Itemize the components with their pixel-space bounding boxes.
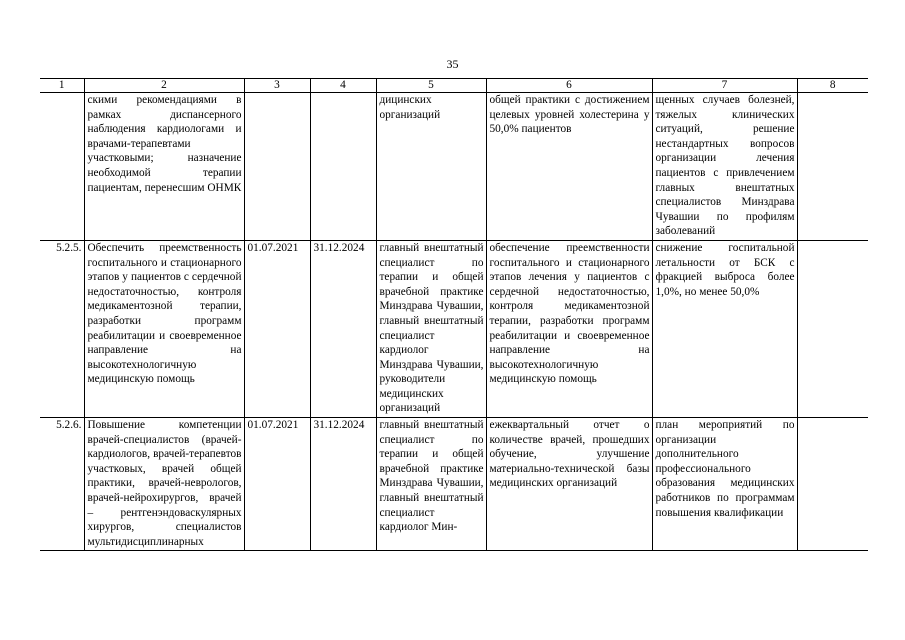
page-number: 35 [446, 57, 459, 71]
row-number: 5.2.5. [40, 240, 84, 417]
measure-cell: скими рекомендациями в рамках диспансерного наблюдения кардиологами и врачами-терапевтами участковыми; назначение необходимой терапии пациентам, перенесшим ОНМК [84, 93, 244, 241]
indicator-cell: план мероприятий по организации дополнительного профессионального образования медицинских работников по программам повышения квалификации [652, 418, 797, 551]
responsible-cell: главный внештатный специалист по терапии и общей врачебной практике Минздрава Чувашии, главный внештатный специалист кардиолог Минздрава Чувашии, руководители медицинских организаций [376, 240, 486, 417]
end-date-cell: 31.12.2024 [310, 240, 376, 417]
column-numbers-row [40, 79, 868, 93]
indicator-cell: щенных случаев болезней, тяжелых клинических ситуаций, решение нестандартных вопросов организации лечения пациентов с привлечением главных внештатных специалистов Минздрава Чувашии по профилям заболеваний [652, 93, 797, 241]
result-cell: ежеквартальный отчет о количестве врачей, прошедших обучение, улучшение материально-технической базы медицинских организаций [486, 418, 652, 551]
indicator-cell: снижение госпитальной летальности от БСК с фракцией выброса более 1,0%, но менее 50,0% [652, 240, 797, 417]
row-number: 5.2.6. [40, 418, 84, 551]
measure-cell: Обеспечить преемственность госпитального и стационарного этапов у пациентов с сердечной недостаточностью, контроля медикаментозной терапии, разработки программ реабилитации и своевременное направление на высокотехнологичную медицинскую помощь [84, 240, 244, 417]
start-date-cell: 01.07.2021 [244, 240, 310, 417]
table-row [40, 240, 868, 417]
table-row [40, 93, 868, 241]
column-header: 8 [797, 79, 868, 93]
column-header: 3 [244, 79, 310, 93]
column-header: 5 [376, 79, 486, 93]
end-date-cell [310, 93, 376, 241]
note-cell [797, 240, 868, 417]
result-cell: общей практики с достижением целевых уровней холестерина у 50,0% пациентов [486, 93, 652, 241]
start-date-cell [244, 93, 310, 241]
column-header: 7 [652, 79, 797, 93]
table-row [40, 418, 868, 551]
start-date-cell: 01.07.2021 [244, 418, 310, 551]
note-cell [797, 418, 868, 551]
measures-table [40, 78, 868, 551]
measure-cell: Повышение компетенции врачей-специалистов (врачей-кардиологов, врачей-терапевтов участковых, врачей общей практики, врачей-неврологов, врачей-нейрохирургов, врачей – рентгенэндоваскулярных хирургов, специалистов мультидисциплинарных [84, 418, 244, 551]
note-cell [797, 93, 868, 241]
responsible-cell: главный внештатный специалист по терапии и общей врачебной практике Минздрава Чувашии, главный внештатный специалист кардиолог Мин- [376, 418, 486, 551]
end-date-cell: 31.12.2024 [310, 418, 376, 551]
result-cell: обеспечение преемственности госпитального и стационарного этапов лечения у пациентов с сердечной недостаточностью, контроля медикаментозной терапии, разработки программ реабилитации и своевременное направление на высокотехнологичную медицинскую помощь [486, 240, 652, 417]
column-header: 6 [486, 79, 652, 93]
column-header: 1 [40, 79, 84, 93]
row-number [40, 93, 84, 241]
column-header: 4 [310, 79, 376, 93]
responsible-cell: дицинских организаций [376, 93, 486, 241]
column-header: 2 [84, 79, 244, 93]
